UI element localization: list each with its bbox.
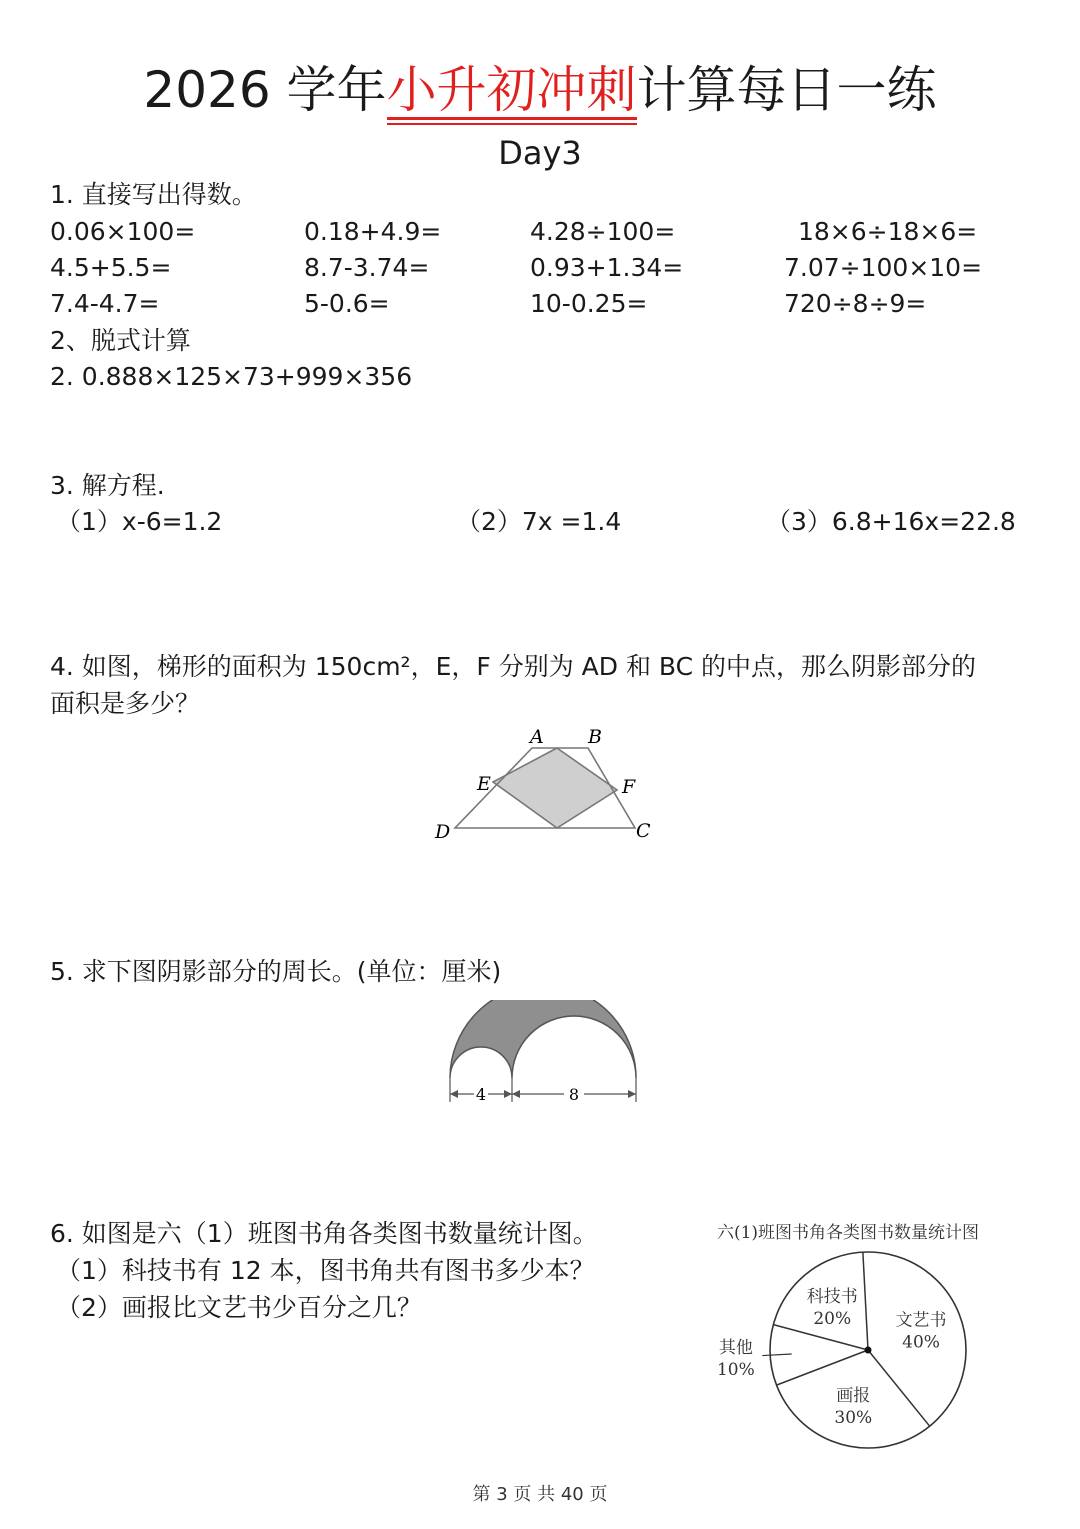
q1-r1-c1: 8.7-3.74= <box>304 253 430 282</box>
label-D: D <box>435 821 451 843</box>
q3-item-1: （1）x-6=1.2 <box>56 507 223 536</box>
label-A: A <box>530 726 544 748</box>
q2-heading: 2、脱式计算 <box>50 326 191 355</box>
title-highlight: 小升初冲刺 <box>386 61 637 119</box>
q4-text-line2: 面积是多少？ <box>50 689 201 718</box>
pie-category-label: 科技书 <box>806 1286 858 1307</box>
q4-text-line1: 4. 如图，梯形的面积为 150cm²，E，F 分别为 AD 和 BC 的中点，那么阴影部分的 <box>50 652 977 681</box>
q1-r1-c3: 7.07÷100×10= <box>784 253 983 282</box>
q3-heading: 3. 解方程. <box>50 471 165 500</box>
q1-r0-c3: 18×6÷18×6= <box>798 217 978 246</box>
pie-category-label: 文艺书 <box>895 1310 947 1331</box>
title-year: 2026 学年 <box>143 61 387 119</box>
pie-chart <box>680 1210 1020 1460</box>
label-C: C <box>636 820 651 842</box>
q1-r0-c2: 4.28÷100= <box>530 217 676 246</box>
shaded-region <box>450 1000 636 1078</box>
chart-title: 六(1)班图书角各类图书数量统计图 <box>716 1223 980 1243</box>
trapezoid-figure <box>425 718 665 848</box>
pie-category-label: 画报 <box>836 1385 871 1406</box>
page-number: 第 3 页 共 40 页 <box>472 1484 608 1505</box>
q3-item-3: （3）6.8+16x=22.8 <box>766 507 1016 536</box>
day-label: Day3 <box>498 134 582 172</box>
q6-heading: 6. 如图是六（1）班图书角各类图书数量统计图。 <box>50 1219 598 1248</box>
pie-center-dot <box>865 1347 872 1354</box>
q1-r1-c2: 0.93+1.34= <box>530 253 684 282</box>
q1-r0-c0: 0.06×100= <box>50 217 196 246</box>
pie-value-label: 10% <box>716 1359 755 1380</box>
dim-label-8: 8 <box>568 1085 580 1104</box>
pie-value-label: 40% <box>902 1332 940 1353</box>
title-suffix: 计算每日一练 <box>636 61 937 119</box>
q1-heading: 1. 直接写出得数。 <box>50 180 257 209</box>
pie-value-label: 20% <box>813 1308 852 1329</box>
q1-r2-c2: 10-0.25= <box>530 289 648 318</box>
q6-sub2: （2）画报比文艺书少百分之几？ <box>56 1293 422 1322</box>
q6-sub1: （1）科技书有 12 本，图书角共有图书多少本？ <box>56 1256 595 1285</box>
pie-category-label: 其他 <box>718 1337 753 1358</box>
q1-r2-c1: 5-0.6= <box>304 289 390 318</box>
page-title <box>0 58 1080 122</box>
semicircle-figure <box>440 1000 645 1108</box>
pie-value-label: 30% <box>834 1407 873 1428</box>
q5-heading: 5. 求下图阴影部分的周长。(单位：厘米) <box>50 957 502 986</box>
dim-label-4: 4 <box>475 1085 487 1104</box>
q1-r0-c1: 0.18+4.9= <box>304 217 442 246</box>
q1-r1-c0: 4.5+5.5= <box>50 253 172 282</box>
label-B: B <box>588 726 602 748</box>
q1-r2-c0: 7.4-4.7= <box>50 289 160 318</box>
label-F: F <box>622 776 636 798</box>
label-E: E <box>477 773 491 795</box>
q1-r2-c3: 720÷8÷9= <box>784 289 927 318</box>
shaded-rhombus <box>493 748 617 828</box>
q2-expression: 2. 0.888×125×73+999×356 <box>50 362 413 391</box>
q3-item-2: （2）7x =1.4 <box>456 507 622 536</box>
